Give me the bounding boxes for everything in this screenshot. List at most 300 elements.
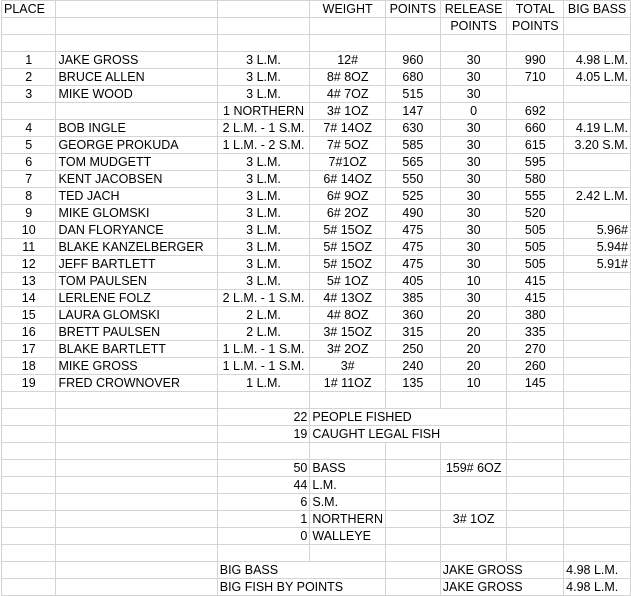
- big-bass-cell[interactable]: [564, 307, 631, 324]
- northern-weight[interactable]: 3# 1OZ: [440, 511, 507, 528]
- blank-cell[interactable]: [310, 443, 386, 460]
- big-bass-cell[interactable]: [564, 375, 631, 392]
- angler-name-cell[interactable]: MIKE GROSS: [56, 358, 217, 375]
- award-winner[interactable]: JAKE GROSS: [440, 562, 563, 579]
- big-bass-cell[interactable]: 4.19 L.M.: [564, 120, 631, 137]
- blank-cell[interactable]: [507, 392, 564, 409]
- blank-cell[interactable]: [507, 35, 564, 52]
- walleye-count[interactable]: 0: [217, 528, 310, 545]
- fish-caught-cell[interactable]: 3 L.M.: [217, 222, 310, 239]
- total-points-cell[interactable]: 692: [507, 103, 564, 120]
- people-fished-label[interactable]: PEOPLE FISHED: [310, 409, 507, 426]
- weight-cell[interactable]: 4# 8OZ: [310, 307, 386, 324]
- weight-cell[interactable]: 5# 15OZ: [310, 222, 386, 239]
- table-row: [2, 273, 631, 290]
- weight-cell[interactable]: 5# 15OZ: [310, 239, 386, 256]
- big-bass-cell[interactable]: [564, 358, 631, 375]
- blank-row: [2, 392, 631, 409]
- blank-cell[interactable]: [56, 409, 217, 426]
- points-cell[interactable]: 525: [385, 188, 440, 205]
- blank-cell[interactable]: [56, 579, 217, 596]
- blank-cell[interactable]: [310, 392, 386, 409]
- points-cell[interactable]: 147: [385, 103, 440, 120]
- award-label[interactable]: BIG BASS: [217, 562, 385, 579]
- spreadsheet: [1, 0, 631, 596]
- big-bass-cell[interactable]: 2.42 L.M.: [564, 188, 631, 205]
- release-points-cell[interactable]: 10: [440, 375, 507, 392]
- total-points-cell[interactable]: 335: [507, 324, 564, 341]
- weight-cell[interactable]: 4# 7OZ: [310, 86, 386, 103]
- total-points-cell[interactable]: 415: [507, 290, 564, 307]
- angler-name-cell[interactable]: LERLENE FOLZ: [56, 290, 217, 307]
- points-cell[interactable]: 680: [385, 69, 440, 86]
- release-points-cell[interactable]: 30: [440, 120, 507, 137]
- sm-label[interactable]: S.M.: [310, 494, 386, 511]
- blank-cell[interactable]: [2, 426, 56, 443]
- blank-cell[interactable]: [440, 35, 507, 52]
- blank-cell[interactable]: [2, 460, 56, 477]
- big-bass-cell[interactable]: [564, 103, 631, 120]
- release-points-cell[interactable]: 20: [440, 358, 507, 375]
- blank-cell[interactable]: [564, 477, 631, 494]
- fish-caught-cell[interactable]: 3 L.M.: [217, 171, 310, 188]
- place-cell[interactable]: 16: [2, 324, 56, 341]
- blank-cell[interactable]: [217, 18, 310, 35]
- blank-cell[interactable]: [385, 562, 440, 579]
- weight-cell[interactable]: 5# 15OZ: [310, 256, 386, 273]
- blank-cell[interactable]: [56, 18, 217, 35]
- blank-cell[interactable]: [56, 392, 217, 409]
- weight-cell[interactable]: 4# 13OZ: [310, 290, 386, 307]
- blank-cell[interactable]: [564, 35, 631, 52]
- angler-name-cell[interactable]: BRUCE ALLEN: [56, 69, 217, 86]
- points-cell[interactable]: 250: [385, 341, 440, 358]
- bass-count[interactable]: 50: [217, 460, 310, 477]
- release-points-cell[interactable]: 30: [440, 222, 507, 239]
- points-cell[interactable]: 475: [385, 239, 440, 256]
- release-points-cell[interactable]: 30: [440, 256, 507, 273]
- blank-cell[interactable]: [310, 35, 386, 52]
- blank-cell[interactable]: [564, 409, 631, 426]
- blank-cell[interactable]: [56, 562, 217, 579]
- blank-cell[interactable]: [217, 545, 310, 562]
- blank-cell[interactable]: [564, 545, 631, 562]
- angler-name-cell[interactable]: DAN FLORYANCE: [56, 222, 217, 239]
- table-row: [2, 222, 631, 239]
- blank-cell[interactable]: [440, 477, 507, 494]
- fish-caught-cell[interactable]: 3 L.M.: [217, 52, 310, 69]
- big-bass-cell[interactable]: [564, 341, 631, 358]
- award-label[interactable]: BIG FISH BY POINTS: [217, 579, 385, 596]
- total-points-cell[interactable]: 415: [507, 273, 564, 290]
- points-cell[interactable]: 240: [385, 358, 440, 375]
- release-points-cell[interactable]: 30: [440, 188, 507, 205]
- blank-row: [2, 35, 631, 52]
- place-cell[interactable]: 19: [2, 375, 56, 392]
- release-points-cell[interactable]: 20: [440, 341, 507, 358]
- header-place[interactable]: PLACE: [2, 1, 56, 18]
- blank-cell[interactable]: [385, 579, 440, 596]
- blank-cell[interactable]: [507, 460, 564, 477]
- release-points-cell[interactable]: 20: [440, 307, 507, 324]
- angler-name-cell[interactable]: FRED CROWNOVER: [56, 375, 217, 392]
- angler-name-cell[interactable]: KENT JACOBSEN: [56, 171, 217, 188]
- release-points-cell[interactable]: 30: [440, 137, 507, 154]
- blank-cell[interactable]: [56, 426, 217, 443]
- place-cell[interactable]: 6: [2, 154, 56, 171]
- weight-cell[interactable]: 12#: [310, 52, 386, 69]
- fish-caught-cell[interactable]: 3 L.M.: [217, 188, 310, 205]
- blank-cell[interactable]: [217, 35, 310, 52]
- lm-label[interactable]: L.M.: [310, 477, 386, 494]
- big-bass-cell[interactable]: 5.91#: [564, 256, 631, 273]
- blank-cell[interactable]: [440, 494, 507, 511]
- total-points-cell[interactable]: 595: [507, 154, 564, 171]
- blank-cell[interactable]: [564, 392, 631, 409]
- blank-cell[interactable]: [2, 392, 56, 409]
- header-total[interactable]: TOTAL: [507, 1, 564, 18]
- blank-cell[interactable]: [385, 545, 440, 562]
- header-weight[interactable]: WEIGHT: [310, 1, 386, 18]
- place-cell[interactable]: 17: [2, 341, 56, 358]
- place-cell[interactable]: 11: [2, 239, 56, 256]
- total-points-cell[interactable]: 505: [507, 256, 564, 273]
- blank-cell[interactable]: [507, 494, 564, 511]
- points-cell[interactable]: 475: [385, 256, 440, 273]
- release-points-cell[interactable]: 30: [440, 52, 507, 69]
- bass-label[interactable]: BASS: [310, 460, 386, 477]
- table-row: [2, 86, 631, 103]
- fish-caught-cell[interactable]: 2 L.M. - 1 S.M.: [217, 120, 310, 137]
- blank-cell[interactable]: [385, 460, 440, 477]
- blank-cell[interactable]: [2, 409, 56, 426]
- big-bass-cell[interactable]: 5.94#: [564, 239, 631, 256]
- angler-name-cell[interactable]: JEFF BARTLETT: [56, 256, 217, 273]
- big-bass-cell[interactable]: [564, 86, 631, 103]
- blank-cell[interactable]: [310, 18, 386, 35]
- fish-caught-cell[interactable]: 3 L.M.: [217, 86, 310, 103]
- fish-caught-cell[interactable]: 3 L.M.: [217, 256, 310, 273]
- points-cell[interactable]: 135: [385, 375, 440, 392]
- blank-cell[interactable]: [564, 511, 631, 528]
- place-cell[interactable]: 1: [2, 52, 56, 69]
- blank-cell[interactable]: [564, 460, 631, 477]
- angler-name-cell[interactable]: TED JACH: [56, 188, 217, 205]
- fish-caught-cell[interactable]: 3 L.M.: [217, 239, 310, 256]
- total-points-cell[interactable]: 520: [507, 205, 564, 222]
- blank-cell[interactable]: [385, 443, 440, 460]
- blank-cell[interactable]: [385, 392, 440, 409]
- fish-caught-cell[interactable]: 3 L.M.: [217, 273, 310, 290]
- place-cell[interactable]: 9: [2, 205, 56, 222]
- angler-name-cell[interactable]: LAURA GLOMSKI: [56, 307, 217, 324]
- caught-legal-label[interactable]: CAUGHT LEGAL FISH: [310, 426, 507, 443]
- blank-cell[interactable]: [385, 528, 440, 545]
- big-bass-cell[interactable]: 4.05 L.M.: [564, 69, 631, 86]
- blank-cell[interactable]: [507, 426, 564, 443]
- weight-cell[interactable]: 3# 15OZ: [310, 324, 386, 341]
- fish-caught-cell[interactable]: 1 L.M. - 1 S.M.: [217, 358, 310, 375]
- weight-cell[interactable]: 7# 14OZ: [310, 120, 386, 137]
- fish-caught-cell[interactable]: 1 NORTHERN: [217, 103, 310, 120]
- angler-name-cell[interactable]: MIKE WOOD: [56, 86, 217, 103]
- points-cell[interactable]: 630: [385, 120, 440, 137]
- angler-name-cell[interactable]: JAKE GROSS: [56, 52, 217, 69]
- blank-cell[interactable]: [507, 545, 564, 562]
- blank-row: [2, 545, 631, 562]
- total-points-cell[interactable]: 580: [507, 171, 564, 188]
- place-cell[interactable]: 4: [2, 120, 56, 137]
- angler-name-cell[interactable]: BLAKE BARTLETT: [56, 341, 217, 358]
- blank-cell[interactable]: [217, 443, 310, 460]
- big-bass-cell[interactable]: [564, 290, 631, 307]
- weight-cell[interactable]: 3#: [310, 358, 386, 375]
- total-points-cell[interactable]: 270: [507, 341, 564, 358]
- total-points-cell[interactable]: 380: [507, 307, 564, 324]
- bass-weight[interactable]: 159# 6OZ: [440, 460, 507, 477]
- place-cell[interactable]: 2: [2, 69, 56, 86]
- blank-cell[interactable]: [507, 477, 564, 494]
- blank-cell[interactable]: [2, 579, 56, 596]
- table-row: [2, 137, 631, 154]
- northern-count[interactable]: 1: [217, 511, 310, 528]
- weight-cell[interactable]: 8# 8OZ: [310, 69, 386, 86]
- points-cell[interactable]: 585: [385, 137, 440, 154]
- blank-cell[interactable]: [56, 443, 217, 460]
- angler-name-cell[interactable]: GEORGE PROKUDA: [56, 137, 217, 154]
- release-points-cell[interactable]: 30: [440, 171, 507, 188]
- fish-caught-cell[interactable]: 1 L.M.: [217, 375, 310, 392]
- blank-cell[interactable]: [56, 511, 217, 528]
- lm-count[interactable]: 44: [217, 477, 310, 494]
- caught-legal-count[interactable]: 19: [217, 426, 310, 443]
- weight-cell[interactable]: 3# 2OZ: [310, 341, 386, 358]
- header-row-2: [2, 18, 631, 35]
- award-row-big-fish-points: [2, 579, 631, 596]
- weight-cell[interactable]: 1# 11OZ: [310, 375, 386, 392]
- total-points-cell[interactable]: 990: [507, 52, 564, 69]
- blank-cell[interactable]: [440, 392, 507, 409]
- angler-name-cell[interactable]: BLAKE KANZELBERGER: [56, 239, 217, 256]
- weight-cell[interactable]: 7#1OZ: [310, 154, 386, 171]
- blank-cell[interactable]: [56, 460, 217, 477]
- summary-row-people: [2, 409, 631, 426]
- northern-label[interactable]: NORTHERN: [310, 511, 386, 528]
- blank-cell[interactable]: [56, 477, 217, 494]
- angler-name-cell[interactable]: TOM MUDGETT: [56, 154, 217, 171]
- weight-cell[interactable]: 5# 1OZ: [310, 273, 386, 290]
- award-value[interactable]: 4.98 L.M.: [564, 562, 631, 579]
- weight-cell[interactable]: 6# 14OZ: [310, 171, 386, 188]
- release-points-cell[interactable]: 30: [440, 86, 507, 103]
- header-row-1: [2, 1, 631, 18]
- table-row: [2, 290, 631, 307]
- blank-cell[interactable]: [564, 426, 631, 443]
- blank-cell[interactable]: [385, 494, 440, 511]
- table-row: [2, 103, 631, 120]
- blank-cell[interactable]: [507, 443, 564, 460]
- place-cell[interactable]: 13: [2, 273, 56, 290]
- big-bass-cell[interactable]: [564, 205, 631, 222]
- release-points-cell[interactable]: 30: [440, 290, 507, 307]
- big-bass-cell[interactable]: [564, 171, 631, 188]
- blank-cell[interactable]: [2, 443, 56, 460]
- summary-row-sm: [2, 494, 631, 511]
- blank-cell[interactable]: [440, 443, 507, 460]
- angler-name-cell[interactable]: BRETT PAULSEN: [56, 324, 217, 341]
- blank-cell[interactable]: [440, 545, 507, 562]
- release-points-cell[interactable]: 10: [440, 273, 507, 290]
- summary-row-northern: [2, 511, 631, 528]
- big-bass-cell[interactable]: 3.20 S.M.: [564, 137, 631, 154]
- total-points-cell[interactable]: 615: [507, 137, 564, 154]
- blank-cell[interactable]: [56, 35, 217, 52]
- points-cell[interactable]: 515: [385, 86, 440, 103]
- header-release[interactable]: RELEASE: [440, 1, 507, 18]
- award-value[interactable]: 4.98 L.M.: [564, 579, 631, 596]
- people-fished-count[interactable]: 22: [217, 409, 310, 426]
- place-cell[interactable]: 14: [2, 290, 56, 307]
- table-row: [2, 69, 631, 86]
- fish-caught-cell[interactable]: 2 L.M. - 1 S.M.: [217, 290, 310, 307]
- table-row: [2, 324, 631, 341]
- blank-cell[interactable]: [507, 409, 564, 426]
- table-row: [2, 188, 631, 205]
- blank-cell[interactable]: [507, 511, 564, 528]
- release-points-cell[interactable]: 30: [440, 154, 507, 171]
- total-points-cell[interactable]: 145: [507, 375, 564, 392]
- blank-cell[interactable]: [564, 528, 631, 545]
- total-points-cell[interactable]: [507, 86, 564, 103]
- fish-caught-cell[interactable]: 2 L.M.: [217, 307, 310, 324]
- walleye-label[interactable]: WALLEYE: [310, 528, 386, 545]
- place-cell[interactable]: 15: [2, 307, 56, 324]
- place-cell[interactable]: 5: [2, 137, 56, 154]
- place-cell[interactable]: 12: [2, 256, 56, 273]
- blank-cell[interactable]: [56, 494, 217, 511]
- blank-cell[interactable]: [440, 528, 507, 545]
- table-row: [2, 171, 631, 188]
- table-row: [2, 256, 631, 273]
- place-cell[interactable]: 10: [2, 222, 56, 239]
- weight-cell[interactable]: 7# 5OZ: [310, 137, 386, 154]
- table-row: [2, 154, 631, 171]
- header-total-points[interactable]: POINTS: [507, 18, 564, 35]
- blank-cell[interactable]: [385, 477, 440, 494]
- blank-cell[interactable]: [564, 443, 631, 460]
- angler-name-cell[interactable]: [56, 103, 217, 120]
- header-release-points[interactable]: POINTS: [440, 18, 507, 35]
- release-points-cell[interactable]: 20: [440, 324, 507, 341]
- header-big-bass[interactable]: BIG BASS: [564, 1, 631, 18]
- big-bass-cell[interactable]: [564, 273, 631, 290]
- blank-cell[interactable]: [2, 477, 56, 494]
- angler-name-cell[interactable]: TOM PAULSEN: [56, 273, 217, 290]
- blank-cell[interactable]: [385, 511, 440, 528]
- fish-caught-cell[interactable]: 3 L.M.: [217, 69, 310, 86]
- points-cell[interactable]: 550: [385, 171, 440, 188]
- blank-cell[interactable]: [217, 392, 310, 409]
- award-row-big-bass: [2, 562, 631, 579]
- total-points-cell[interactable]: 660: [507, 120, 564, 137]
- blank-cell[interactable]: [2, 545, 56, 562]
- angler-name-cell[interactable]: BOB INGLE: [56, 120, 217, 137]
- big-bass-cell[interactable]: [564, 154, 631, 171]
- total-points-cell[interactable]: 505: [507, 222, 564, 239]
- place-cell[interactable]: [2, 103, 56, 120]
- blank-cell[interactable]: [56, 545, 217, 562]
- blank-cell[interactable]: [310, 545, 386, 562]
- table-row: [2, 120, 631, 137]
- points-cell[interactable]: 315: [385, 324, 440, 341]
- release-points-cell[interactable]: 30: [440, 239, 507, 256]
- big-bass-cell[interactable]: 5.96#: [564, 222, 631, 239]
- big-bass-cell[interactable]: [564, 324, 631, 341]
- award-winner[interactable]: JAKE GROSS: [440, 579, 563, 596]
- release-points-cell[interactable]: 30: [440, 205, 507, 222]
- place-cell[interactable]: 7: [2, 171, 56, 188]
- total-points-cell[interactable]: 505: [507, 239, 564, 256]
- fish-caught-cell[interactable]: 1 L.M. - 2 S.M.: [217, 137, 310, 154]
- weight-cell[interactable]: 6# 2OZ: [310, 205, 386, 222]
- points-cell[interactable]: 405: [385, 273, 440, 290]
- fish-caught-cell[interactable]: 2 L.M.: [217, 324, 310, 341]
- total-points-cell[interactable]: 555: [507, 188, 564, 205]
- blank-cell[interactable]: [56, 1, 217, 18]
- fish-caught-cell[interactable]: 3 L.M.: [217, 205, 310, 222]
- blank-cell[interactable]: [2, 18, 56, 35]
- place-cell[interactable]: 8: [2, 188, 56, 205]
- header-points[interactable]: POINTS: [385, 1, 440, 18]
- blank-cell[interactable]: [564, 494, 631, 511]
- table-row: [2, 52, 631, 69]
- total-points-cell[interactable]: 260: [507, 358, 564, 375]
- release-points-cell[interactable]: 30: [440, 69, 507, 86]
- points-cell[interactable]: 490: [385, 205, 440, 222]
- place-cell[interactable]: 18: [2, 358, 56, 375]
- sm-count[interactable]: 6: [217, 494, 310, 511]
- points-cell[interactable]: 565: [385, 154, 440, 171]
- blank-cell[interactable]: [2, 528, 56, 545]
- weight-cell[interactable]: 6# 9OZ: [310, 188, 386, 205]
- blank-cell[interactable]: [385, 18, 440, 35]
- points-cell[interactable]: 960: [385, 52, 440, 69]
- blank-cell[interactable]: [385, 35, 440, 52]
- summary-row-walleye: [2, 528, 631, 545]
- blank-cell[interactable]: [56, 528, 217, 545]
- blank-cell[interactable]: [2, 562, 56, 579]
- angler-name-cell[interactable]: MIKE GLOMSKI: [56, 205, 217, 222]
- big-bass-cell[interactable]: 4.98 L.M.: [564, 52, 631, 69]
- blank-cell[interactable]: [507, 528, 564, 545]
- table-row: [2, 358, 631, 375]
- blank-cell[interactable]: [2, 494, 56, 511]
- blank-cell[interactable]: [2, 511, 56, 528]
- fish-caught-cell[interactable]: 3 L.M.: [217, 154, 310, 171]
- points-cell[interactable]: 475: [385, 222, 440, 239]
- points-cell[interactable]: 360: [385, 307, 440, 324]
- total-points-cell[interactable]: 710: [507, 69, 564, 86]
- place-cell[interactable]: 3: [2, 86, 56, 103]
- blank-cell[interactable]: [217, 1, 310, 18]
- points-cell[interactable]: 385: [385, 290, 440, 307]
- summary-row-bass: [2, 460, 631, 477]
- blank-cell[interactable]: [2, 35, 56, 52]
- release-points-cell[interactable]: 0: [440, 103, 507, 120]
- blank-cell[interactable]: [564, 18, 631, 35]
- fish-caught-cell[interactable]: 1 L.M. - 1 S.M.: [217, 341, 310, 358]
- weight-cell[interactable]: 3# 1OZ: [310, 103, 386, 120]
